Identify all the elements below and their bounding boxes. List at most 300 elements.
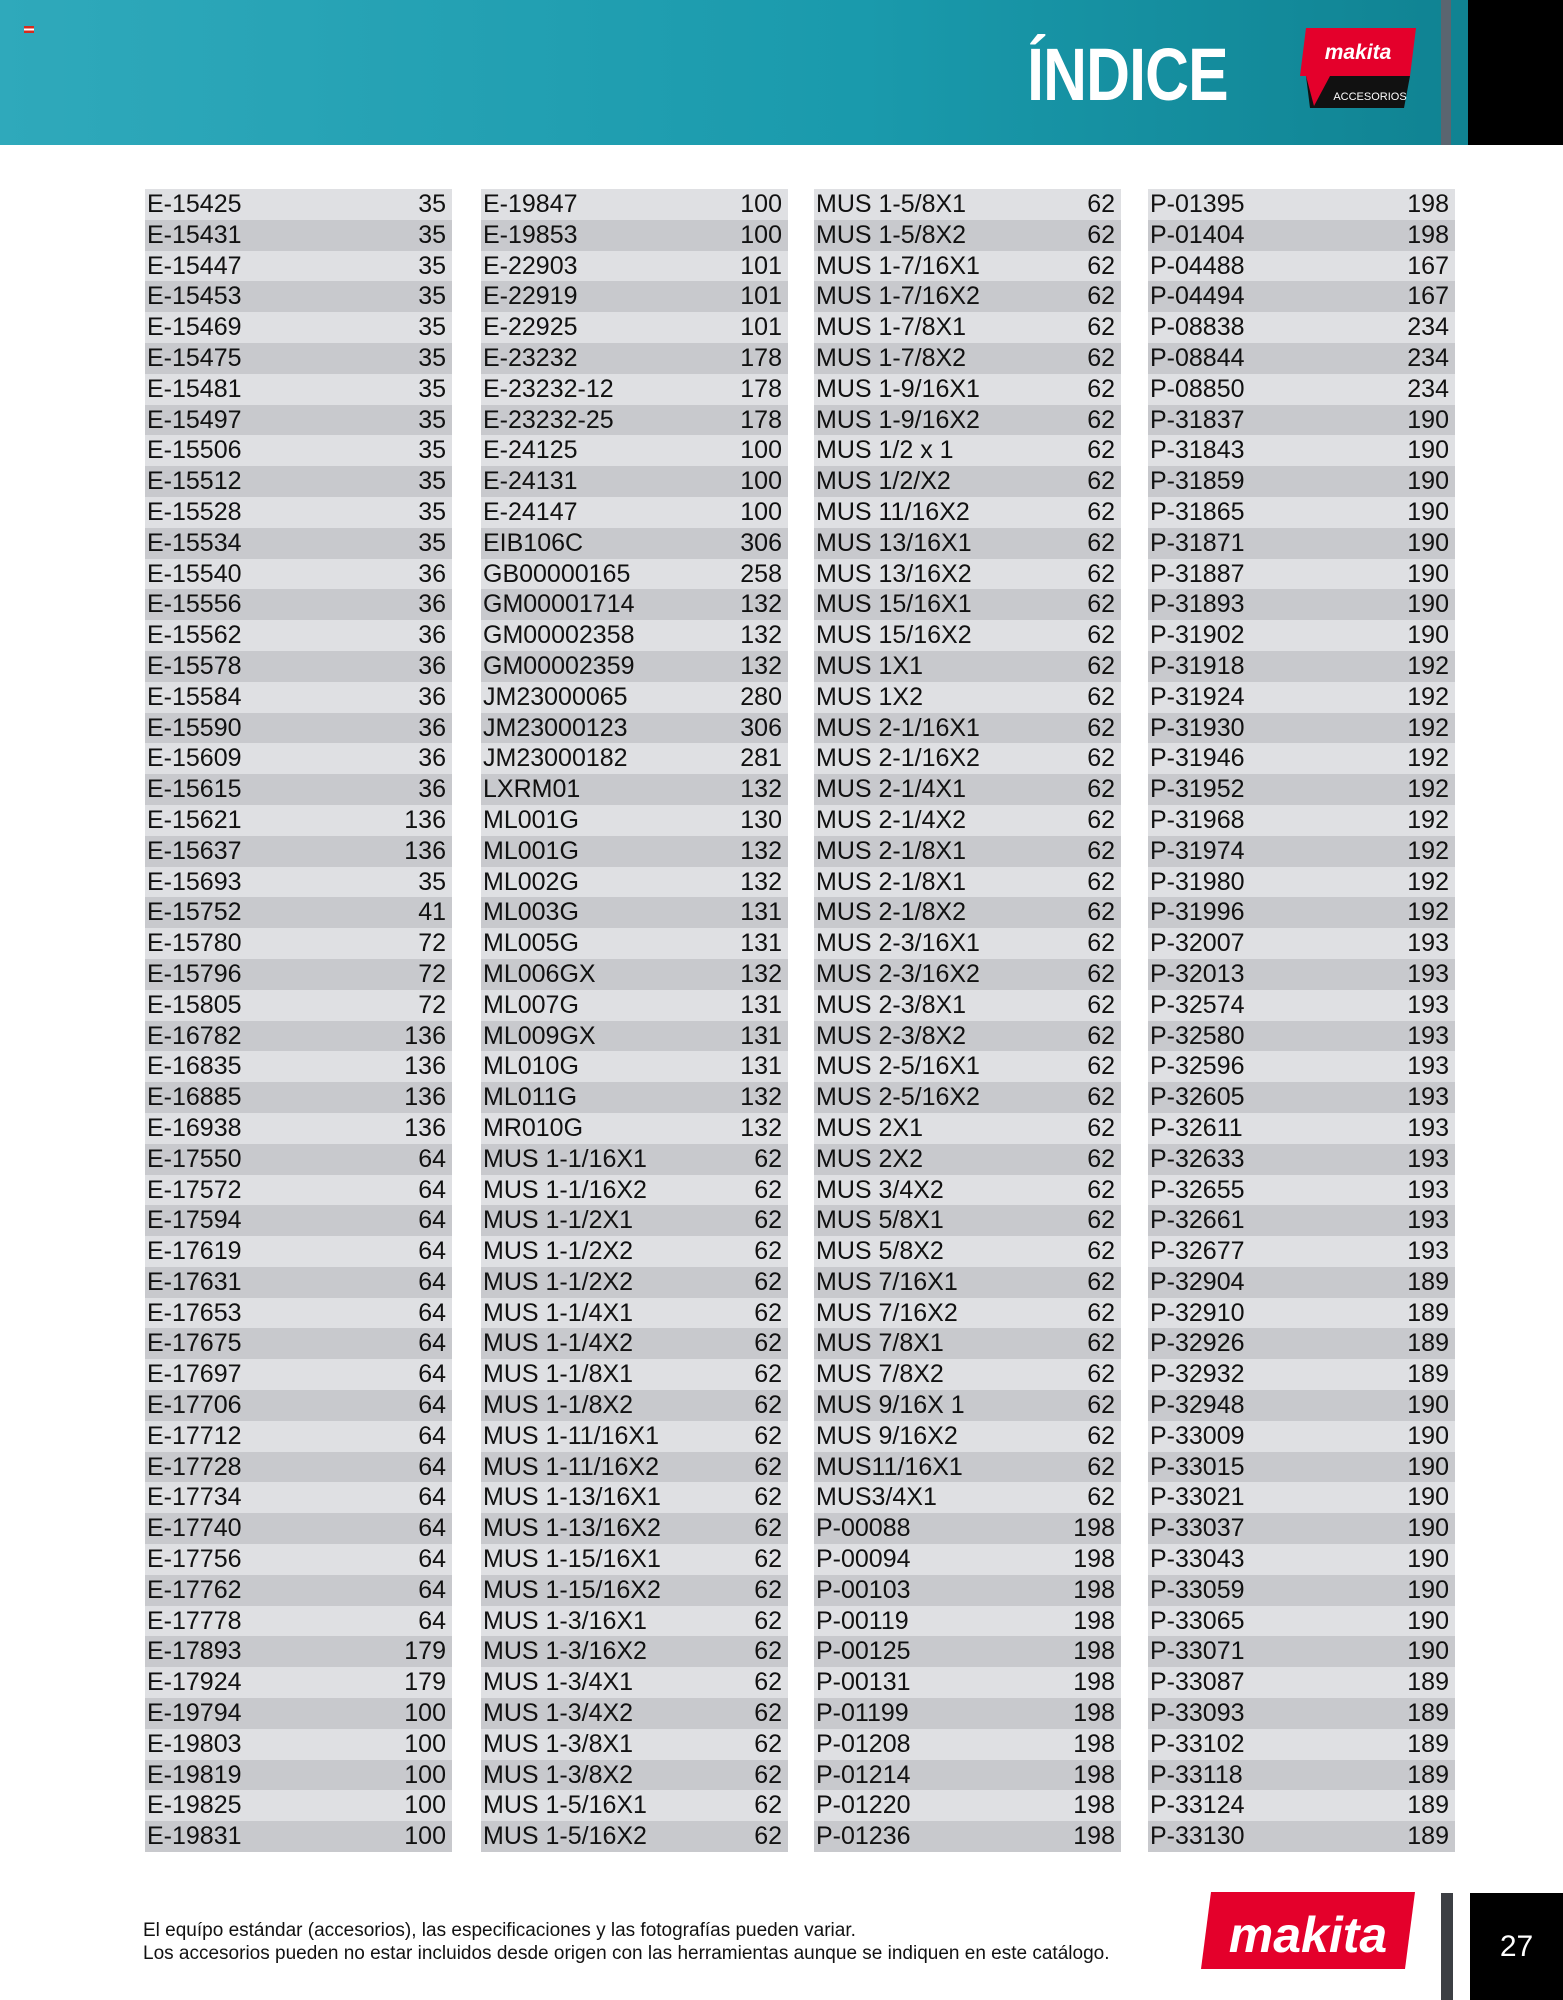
page-reference: 190 — [1407, 559, 1449, 588]
index-row — [814, 620, 1121, 651]
index-row — [1148, 1544, 1455, 1575]
index-row — [1148, 1328, 1455, 1359]
page-reference: 64 — [418, 1606, 446, 1635]
product-code: E-15693 — [147, 867, 242, 896]
product-code: E-17740 — [147, 1514, 242, 1543]
page-reference: 178 — [740, 405, 782, 434]
page-reference: 62 — [754, 1545, 782, 1574]
page-reference: 100 — [404, 1729, 446, 1758]
product-code: ML005G — [483, 929, 579, 958]
index-row — [814, 743, 1121, 774]
product-code: ML010G — [483, 1052, 579, 1081]
page-reference: 35 — [418, 251, 446, 280]
page-reference: 62 — [754, 1791, 782, 1820]
index-row — [145, 343, 452, 374]
product-code: P-31887 — [1150, 559, 1245, 588]
page-reference: 192 — [1407, 682, 1449, 711]
page-reference: 192 — [1407, 805, 1449, 834]
index-row — [481, 1821, 788, 1852]
page-reference: 62 — [754, 1575, 782, 1604]
page-reference: 62 — [754, 1206, 782, 1235]
index-row — [145, 1298, 452, 1329]
page-reference: 62 — [754, 1606, 782, 1635]
page-reference: 64 — [418, 1298, 446, 1327]
page-reference: 62 — [754, 1452, 782, 1481]
product-code: P-33118 — [1150, 1760, 1243, 1789]
product-code: P-01220 — [816, 1791, 911, 1820]
page-reference: 64 — [418, 1391, 446, 1420]
product-code: P-33087 — [1150, 1668, 1245, 1697]
index-column-1 — [145, 189, 452, 1852]
product-code: MUS 1-1/2X1 — [483, 1206, 634, 1235]
index-row — [1148, 1236, 1455, 1267]
page-reference: 62 — [1087, 744, 1115, 773]
page-reference: 193 — [1407, 1144, 1449, 1173]
page-reference: 62 — [754, 1144, 782, 1173]
index-row — [145, 1544, 452, 1575]
product-code: E-17653 — [147, 1298, 242, 1327]
product-code: MUS 1-3/16X1 — [483, 1606, 647, 1635]
page-reference: 178 — [740, 343, 782, 372]
index-row — [814, 251, 1121, 282]
product-code: P-31859 — [1150, 467, 1245, 496]
index-row — [481, 1482, 788, 1513]
page-reference: 190 — [1407, 1452, 1449, 1481]
index-row — [145, 1021, 452, 1052]
product-code: P-33037 — [1150, 1514, 1245, 1543]
page-reference: 193 — [1407, 1021, 1449, 1050]
index-row — [814, 1513, 1121, 1544]
page-reference: 190 — [1407, 590, 1449, 619]
index-row — [145, 528, 452, 559]
page-reference: 189 — [1407, 1267, 1449, 1296]
product-code: E-22919 — [483, 282, 578, 311]
product-code: MUS 7/8X2 — [816, 1360, 944, 1389]
page-reference: 62 — [1087, 497, 1115, 526]
index-row — [814, 1359, 1121, 1390]
page-reference: 198 — [1407, 190, 1449, 218]
index-row — [1148, 1729, 1455, 1760]
index-row — [814, 1575, 1121, 1606]
page-reference: 198 — [1073, 1822, 1115, 1851]
page-reference: 62 — [1087, 467, 1115, 496]
index-row — [814, 1482, 1121, 1513]
page-reference: 192 — [1407, 867, 1449, 896]
index-row — [481, 251, 788, 282]
product-code: MUS 1-11/16X1 — [483, 1421, 660, 1450]
product-code: MUS 13/16X2 — [816, 559, 972, 588]
index-row — [481, 867, 788, 898]
page-reference: 36 — [418, 651, 446, 680]
index-row — [481, 713, 788, 744]
index-row — [145, 497, 452, 528]
product-code: ML007G — [483, 990, 579, 1019]
product-code: E-15534 — [147, 528, 242, 557]
product-code: MUS3/4X1 — [816, 1483, 937, 1512]
index-row — [1148, 528, 1455, 559]
product-code: MUS 1-5/16X2 — [483, 1822, 647, 1851]
product-code: MUS 2-3/8X1 — [816, 990, 967, 1019]
product-code: MUS 1-3/8X1 — [483, 1729, 634, 1758]
page-reference: 62 — [754, 1668, 782, 1697]
index-row — [481, 959, 788, 990]
product-code: P-31930 — [1150, 713, 1245, 742]
index-row — [1148, 343, 1455, 374]
product-code: GM00002358 — [483, 621, 635, 650]
index-row — [481, 589, 788, 620]
index-row — [481, 1452, 788, 1483]
product-code: P-31974 — [1150, 836, 1245, 865]
product-code: MUS 1-3/8X2 — [483, 1760, 634, 1789]
index-row — [1148, 1051, 1455, 1082]
product-code: E-22903 — [483, 251, 578, 280]
product-code: P-08838 — [1150, 313, 1245, 342]
page-reference: 62 — [1087, 1298, 1115, 1327]
product-code: MUS 1-7/16X1 — [816, 251, 980, 280]
index-row — [1148, 1298, 1455, 1329]
page-reference: 190 — [1407, 1575, 1449, 1604]
index-column-3 — [814, 189, 1121, 1852]
index-row — [145, 1205, 452, 1236]
page-reference: 35 — [418, 343, 446, 372]
index-row — [145, 774, 452, 805]
index-row — [481, 620, 788, 651]
index-row — [481, 1606, 788, 1637]
product-code: P-31871 — [1150, 528, 1245, 557]
page-reference: 234 — [1407, 313, 1449, 342]
index-row — [481, 1760, 788, 1791]
page-reference: 64 — [418, 1206, 446, 1235]
product-code: MUS 1-13/16X2 — [483, 1514, 661, 1543]
index-row — [145, 1328, 452, 1359]
index-row — [814, 559, 1121, 590]
page-reference: 62 — [754, 1637, 782, 1666]
index-row — [1148, 1021, 1455, 1052]
index-row — [1148, 805, 1455, 836]
page-reference: 62 — [1087, 929, 1115, 958]
page-reference: 132 — [740, 1113, 782, 1142]
index-row — [145, 1482, 452, 1513]
index-row — [145, 1082, 452, 1113]
page-reference: 190 — [1407, 528, 1449, 557]
index-row — [145, 1667, 452, 1698]
page-reference: 306 — [740, 528, 782, 557]
index-row — [814, 435, 1121, 466]
product-code: P-08844 — [1150, 343, 1245, 372]
product-code: MUS 1-1/4X2 — [483, 1329, 634, 1358]
index-row — [481, 836, 788, 867]
page-reference: 136 — [404, 1113, 446, 1142]
index-row — [814, 1452, 1121, 1483]
index-row — [1148, 466, 1455, 497]
product-code: P-33065 — [1150, 1606, 1245, 1635]
product-code: P-31968 — [1150, 805, 1245, 834]
index-row — [145, 651, 452, 682]
product-code: MUS 1-5/8X2 — [816, 220, 967, 249]
index-row — [481, 1298, 788, 1329]
product-code: E-24131 — [483, 467, 578, 496]
page-reference: 36 — [418, 744, 446, 773]
page-reference: 62 — [1087, 621, 1115, 650]
index-row — [481, 435, 788, 466]
index-row — [1148, 1760, 1455, 1791]
product-code: P-32580 — [1150, 1021, 1245, 1050]
product-code: MUS 2-1/16X2 — [816, 744, 980, 773]
index-row — [1148, 374, 1455, 405]
product-code: E-16782 — [147, 1021, 242, 1050]
header-accent-bar — [1441, 0, 1451, 145]
product-code: E-17619 — [147, 1237, 242, 1266]
product-code: E-16835 — [147, 1052, 242, 1081]
page-reference: 62 — [1087, 374, 1115, 403]
product-code: MUS 1-11/16X2 — [483, 1452, 660, 1481]
page-reference: 64 — [418, 1175, 446, 1204]
makita-logo — [1201, 1892, 1415, 1969]
page-reference: 198 — [1073, 1729, 1115, 1758]
index-row — [481, 1667, 788, 1698]
product-code: MUS 3/4X2 — [816, 1175, 944, 1204]
product-code: E-15528 — [147, 497, 242, 526]
header-banner — [0, 0, 1563, 145]
page-reference: 62 — [754, 1729, 782, 1758]
page-reference: 64 — [418, 1575, 446, 1604]
index-row — [481, 743, 788, 774]
page-reference: 62 — [754, 1175, 782, 1204]
index-row — [145, 1267, 452, 1298]
page-reference: 198 — [1073, 1637, 1115, 1666]
product-code: P-33059 — [1150, 1575, 1245, 1604]
index-row — [1148, 1421, 1455, 1452]
product-code: E-23232 — [483, 343, 578, 372]
page-number: 27 — [1470, 1893, 1563, 2000]
page-reference: 36 — [418, 682, 446, 711]
product-code: E-22925 — [483, 313, 578, 342]
product-code: GM00001714 — [483, 590, 635, 619]
product-code: P-31952 — [1150, 775, 1245, 804]
page-reference: 62 — [1087, 682, 1115, 711]
index-row — [1148, 1113, 1455, 1144]
page-reference: 35 — [418, 282, 446, 311]
index-row — [145, 466, 452, 497]
index-row — [481, 1175, 788, 1206]
product-code: P-33102 — [1150, 1729, 1245, 1758]
page-reference: 136 — [404, 1021, 446, 1050]
page-reference: 35 — [418, 436, 446, 465]
index-row — [814, 1144, 1121, 1175]
product-code: MUS 1-1/16X2 — [483, 1175, 647, 1204]
index-row — [481, 990, 788, 1021]
page-reference: 62 — [1087, 651, 1115, 680]
index-row — [814, 1698, 1121, 1729]
index-row — [145, 1390, 452, 1421]
product-code: E-15506 — [147, 436, 242, 465]
page-reference: 64 — [418, 1514, 446, 1543]
page-reference: 136 — [404, 1083, 446, 1112]
page-reference: 190 — [1407, 1514, 1449, 1543]
index-row — [481, 343, 788, 374]
product-code: MR010G — [483, 1113, 584, 1142]
index-table — [145, 189, 1455, 1853]
product-code: MUS 7/16X1 — [816, 1267, 958, 1296]
index-row — [1148, 1144, 1455, 1175]
product-code: MUS 15/16X1 — [816, 590, 972, 619]
index-row — [481, 559, 788, 590]
index-row — [1148, 1390, 1455, 1421]
product-code: ML006GX — [483, 959, 596, 988]
footer-accent-bar — [1441, 1893, 1453, 2000]
page-reference: 198 — [1407, 220, 1449, 249]
product-code: EIB106C — [483, 528, 584, 557]
page-reference: 193 — [1407, 1206, 1449, 1235]
page-reference: 101 — [740, 282, 782, 311]
index-row — [145, 1359, 452, 1390]
index-row — [814, 1421, 1121, 1452]
index-row — [145, 312, 452, 343]
product-code: P-00094 — [816, 1545, 911, 1574]
product-code: E-15556 — [147, 590, 242, 619]
product-code: P-00088 — [816, 1514, 911, 1543]
page-reference: 280 — [740, 682, 782, 711]
index-row — [814, 1267, 1121, 1298]
index-row — [1148, 928, 1455, 959]
page-reference: 101 — [740, 251, 782, 280]
product-code: P-33093 — [1150, 1699, 1245, 1728]
page-reference: 62 — [1087, 590, 1115, 619]
index-row — [1148, 312, 1455, 343]
page-reference: 132 — [740, 1083, 782, 1112]
page-reference: 36 — [418, 775, 446, 804]
product-code: P-31918 — [1150, 651, 1245, 680]
product-code: P-32677 — [1150, 1237, 1245, 1266]
page-reference: 189 — [1407, 1699, 1449, 1728]
product-code: E-17675 — [147, 1329, 242, 1358]
index-row — [814, 897, 1121, 928]
index-row — [814, 651, 1121, 682]
product-code: P-32633 — [1150, 1144, 1245, 1173]
index-row — [814, 774, 1121, 805]
product-code: MUS 7/16X2 — [816, 1298, 958, 1327]
product-code: MUS 7/8X1 — [816, 1329, 944, 1358]
page-reference: 62 — [1087, 559, 1115, 588]
logo-sub-text: ACCESORIOS — [1333, 91, 1407, 103]
index-row — [145, 220, 452, 251]
page-reference: 35 — [418, 374, 446, 403]
product-code: ML001G — [483, 805, 579, 834]
product-code: E-19825 — [147, 1791, 242, 1820]
product-code: MUS 1X2 — [816, 682, 923, 711]
index-column-4 — [1148, 189, 1455, 1852]
index-row — [814, 374, 1121, 405]
index-row — [814, 1051, 1121, 1082]
page-reference: 62 — [1087, 867, 1115, 896]
page-reference: 192 — [1407, 898, 1449, 927]
product-code: P-33009 — [1150, 1421, 1245, 1450]
index-row — [1148, 251, 1455, 282]
page-reference: 62 — [1087, 1083, 1115, 1112]
product-code: MUS 1/2/X2 — [816, 467, 951, 496]
product-code: P-33015 — [1150, 1452, 1245, 1481]
page-reference: 35 — [418, 467, 446, 496]
product-code: E-15469 — [147, 313, 242, 342]
page-reference: 136 — [404, 1052, 446, 1081]
product-code: E-17778 — [147, 1606, 242, 1635]
product-code: E-16885 — [147, 1083, 242, 1112]
index-row — [1148, 836, 1455, 867]
footer-line-1: El equípo estándar (accesorios), las especificaciones y las fotografías pueden variar. — [143, 1920, 856, 1941]
index-row — [481, 897, 788, 928]
index-row — [814, 990, 1121, 1021]
index-row — [814, 1021, 1121, 1052]
page-reference: 179 — [404, 1637, 446, 1666]
index-row — [145, 620, 452, 651]
index-row — [145, 743, 452, 774]
header-corner-block — [1468, 0, 1563, 145]
product-code: MUS 1/2 x 1 — [816, 436, 954, 465]
page-reference: 192 — [1407, 836, 1449, 865]
index-row — [814, 528, 1121, 559]
product-code: P-01199 — [816, 1699, 909, 1728]
index-row — [145, 928, 452, 959]
index-row — [145, 405, 452, 436]
index-row — [1148, 743, 1455, 774]
product-code: JM23000123 — [483, 713, 628, 742]
page-reference: 192 — [1407, 744, 1449, 773]
product-code: P-31843 — [1150, 436, 1245, 465]
product-code: MUS 2X2 — [816, 1144, 923, 1173]
index-row — [145, 897, 452, 928]
product-code: MUS 1-7/16X2 — [816, 282, 980, 311]
product-code: MUS 1-3/4X1 — [483, 1668, 634, 1697]
index-row — [481, 1698, 788, 1729]
index-row — [481, 1513, 788, 1544]
index-row — [814, 805, 1121, 836]
product-code: P-01214 — [816, 1760, 911, 1789]
product-code: P-00119 — [816, 1606, 909, 1635]
product-code: P-33071 — [1150, 1637, 1245, 1666]
index-row — [145, 1513, 452, 1544]
page-reference: 189 — [1407, 1298, 1449, 1327]
product-code: P-31837 — [1150, 405, 1245, 434]
index-row — [814, 1606, 1121, 1637]
page-title: ÍNDICE — [1027, 33, 1228, 116]
page-reference: 193 — [1407, 1083, 1449, 1112]
index-row — [1148, 281, 1455, 312]
product-code: E-17924 — [147, 1668, 242, 1697]
index-row — [145, 1575, 452, 1606]
index-row — [481, 189, 788, 220]
product-code: MUS 1-7/8X1 — [816, 313, 967, 342]
index-row — [145, 1606, 452, 1637]
index-row — [814, 220, 1121, 251]
index-row — [1148, 682, 1455, 713]
product-code: P-31996 — [1150, 898, 1245, 927]
product-code: ML003G — [483, 898, 579, 927]
page-reference: 179 — [404, 1668, 446, 1697]
page-reference: 62 — [1087, 1452, 1115, 1481]
product-code: E-15481 — [147, 374, 242, 403]
index-row — [481, 466, 788, 497]
page-reference: 198 — [1073, 1575, 1115, 1604]
index-row — [814, 1298, 1121, 1329]
index-row — [145, 189, 452, 220]
product-code: E-15425 — [147, 190, 242, 218]
page-reference: 35 — [418, 190, 446, 218]
product-code: MUS 15/16X2 — [816, 621, 972, 650]
index-row — [1148, 867, 1455, 898]
page-reference: 189 — [1407, 1360, 1449, 1389]
page-reference: 72 — [418, 959, 446, 988]
index-row — [145, 1051, 452, 1082]
